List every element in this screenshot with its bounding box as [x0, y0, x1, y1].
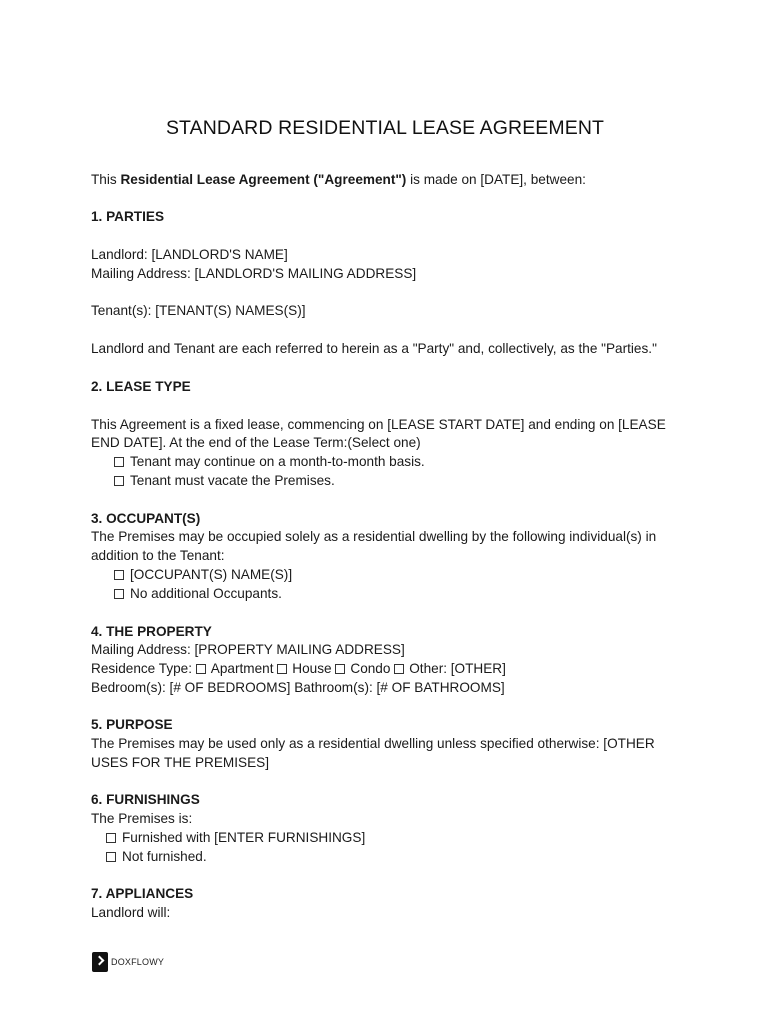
lease-option-vacate[interactable]	[114, 471, 335, 490]
residence-type-house: House	[292, 661, 332, 676]
doxflowy-logo-icon	[92, 952, 108, 972]
purpose-line-2: USES FOR THE PREMISES]	[91, 755, 270, 770]
lease-type-line-2: END DATE]. At the end of the Lease Term:(Select one)	[91, 435, 421, 450]
checkbox-icon[interactable]	[114, 457, 124, 467]
occupants-option-2-label: No additional Occupants.	[130, 586, 282, 601]
residence-type-apartment: Apartment	[210, 661, 274, 676]
checkbox-icon[interactable]	[106, 852, 116, 862]
occupants-option-none[interactable]	[114, 584, 282, 603]
tenant-names: Tenant(s): [TENANT(S) NAMES(S)]	[91, 303, 306, 318]
furnishings-option-2-label: Not furnished.	[122, 849, 207, 864]
intro-suffix: is made on [DATE], between:	[406, 172, 586, 187]
footer-logo[interactable]	[92, 952, 164, 972]
document-title: STANDARD RESIDENTIAL LEASE AGREEMENT	[165, 117, 605, 139]
section-heading-furnishings: 6. FURNISHINGS	[91, 792, 200, 807]
furnishings-intro: The Premises is:	[91, 811, 193, 826]
section-heading-property: 4. THE PROPERTY	[91, 624, 212, 639]
checkbox-icon[interactable]	[114, 476, 124, 486]
landlord-name: Landlord: [LANDLORD'S NAME]	[91, 247, 288, 262]
furnishings-option-1-label: Furnished with [ENTER FURNISHINGS]	[122, 830, 366, 845]
residence-type-row	[91, 659, 506, 678]
occupants-line-1: The Premises may be occupied solely as a residential dwelling by the following individual(s) in	[91, 529, 657, 544]
checkbox-icon[interactable]	[106, 833, 116, 843]
residence-type-condo: Condo	[350, 661, 391, 676]
intro-paragraph	[91, 170, 586, 189]
checkbox-icon[interactable]	[114, 570, 124, 580]
checkbox-icon[interactable]	[114, 589, 124, 599]
section-heading-lease-type: 2. LEASE TYPE	[91, 379, 191, 394]
section-heading-purpose: 5. PURPOSE	[91, 717, 173, 732]
furnishings-option-not-furnished[interactable]	[106, 847, 207, 866]
property-mailing-address: Mailing Address: [PROPERTY MAILING ADDRESS]	[91, 642, 405, 657]
checkbox-icon[interactable]	[394, 664, 404, 674]
purpose-line-1: The Premises may be used only as a residential dwelling unless specified otherwise: [OTHER	[91, 736, 655, 751]
lease-type-line-1: This Agreement is a fixed lease, commencing on [LEASE START DATE] and ending on [LEASE	[91, 417, 666, 432]
landlord-mailing-address: Mailing Address: [LANDLORD'S MAILING ADDRESS]	[91, 266, 417, 281]
residence-type-label: Residence Type:	[91, 661, 193, 676]
checkbox-icon[interactable]	[277, 664, 287, 674]
lease-option-1-label: Tenant may continue on a month-to-month basis.	[130, 454, 425, 469]
lease-option-month-to-month[interactable]	[114, 452, 425, 471]
checkbox-icon[interactable]	[335, 664, 345, 674]
lease-option-2-label: Tenant must vacate the Premises.	[130, 473, 335, 488]
intro-prefix: This	[91, 172, 121, 187]
property-rooms: Bedroom(s): [# OF BEDROOMS] Bathroom(s): [# OF BATHROOMS]	[91, 680, 505, 695]
section-heading-occupants: 3. OCCUPANT(S)	[91, 511, 201, 526]
appliances-intro: Landlord will:	[91, 905, 171, 920]
furnishings-option-furnished[interactable]	[106, 828, 365, 847]
intro-bold: Residential Lease Agreement ("Agreement")	[120, 172, 407, 187]
checkbox-icon[interactable]	[196, 664, 206, 674]
section-heading-parties: 1. PARTIES	[91, 209, 165, 224]
occupants-option-1-label: [OCCUPANT(S) NAME(S)]	[130, 567, 293, 582]
footer-logo-text: DOXFLOWY	[111, 957, 165, 967]
residence-type-other: Other: [OTHER]	[409, 661, 506, 676]
occupants-option-names[interactable]	[114, 565, 292, 584]
parties-definition: Landlord and Tenant are each referred to herein as a "Party" and, collectively, as the "Parties."	[91, 341, 657, 356]
occupants-line-2: addition to the Tenant:	[91, 548, 225, 563]
section-heading-appliances: 7. APPLIANCES	[91, 886, 194, 901]
